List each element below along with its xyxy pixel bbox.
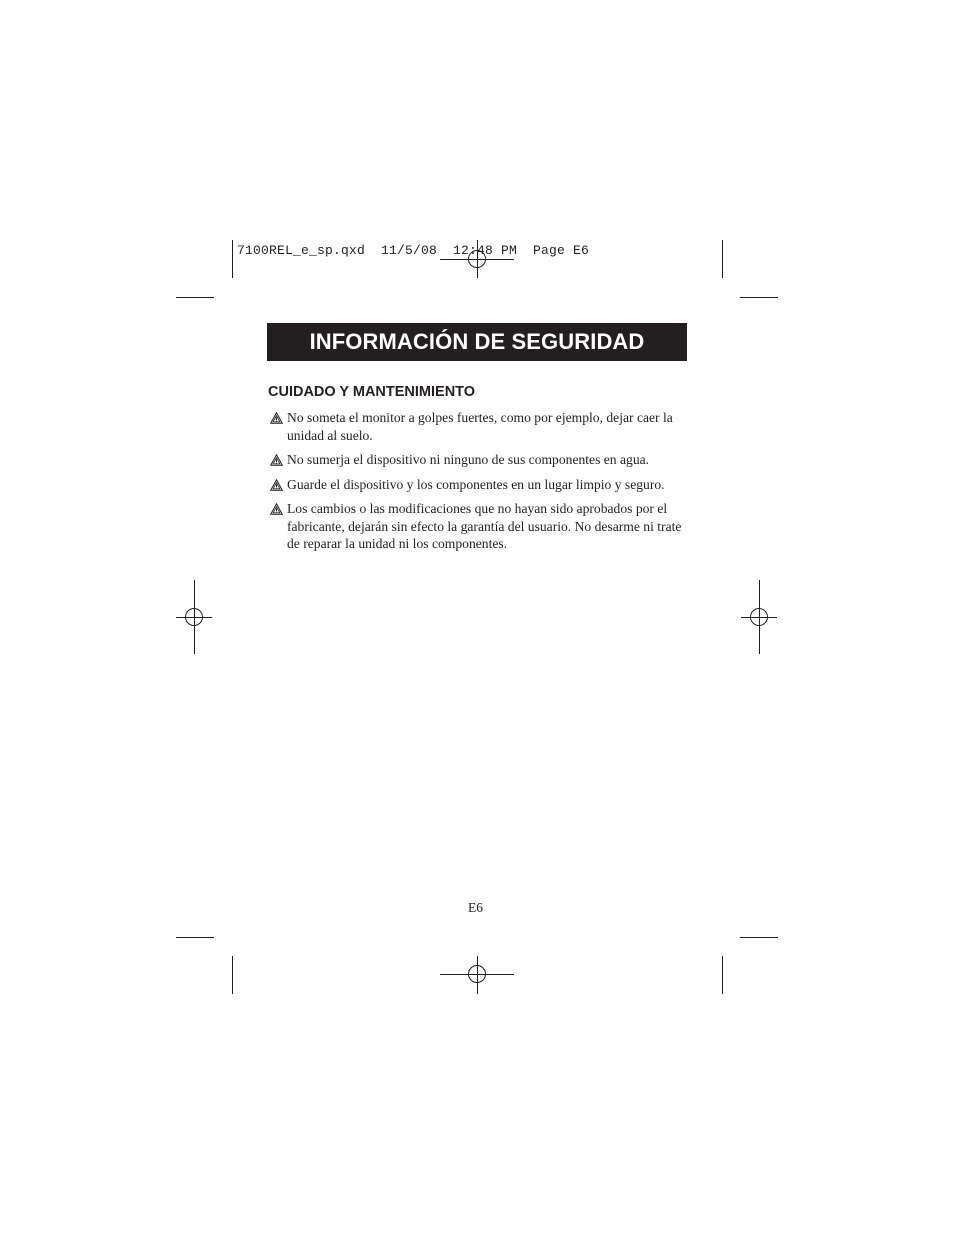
list-item-text: Guarde el dispositivo y los componentes en un lugar limpio y seguro. — [287, 476, 665, 492]
list-item-text: Los cambios o las modificaciones que no hayan sido aprobados por el fabricante, dejarán sin efecto la garantía del usuario. No desarme ni trate de reparar la unidad ni los componentes. — [287, 501, 682, 551]
crop-mark-bottom-right-vertical — [722, 956, 723, 994]
section-heading: CUIDADO Y MANTENIMIENTO — [268, 384, 476, 400]
warning-triangle-icon — [270, 479, 283, 491]
page-title: INFORMACIÓN DE SEGURIDAD — [309, 329, 645, 354]
list-item — [270, 476, 690, 494]
list-item — [270, 500, 690, 553]
crop-mark-top-right-vertical — [722, 240, 723, 278]
registration-circle-right — [750, 608, 768, 626]
registration-circle-top — [468, 250, 486, 268]
registration-circle-left — [185, 608, 203, 626]
list-item-text: No sumerja el dispositivo ni ninguno de sus componentes en agua. — [287, 452, 650, 467]
registration-circle-bottom — [468, 965, 486, 983]
warning-triangle-icon — [270, 412, 283, 424]
crop-mark-top-left-vertical — [232, 240, 233, 278]
warning-triangle-icon — [270, 503, 283, 515]
section-title-bar — [267, 323, 687, 361]
crop-mark-bottom-right-horizontal — [740, 937, 778, 938]
crop-mark-bottom-left-horizontal — [176, 937, 214, 938]
crop-mark-top-right-horizontal — [740, 297, 778, 298]
list-item — [270, 409, 690, 444]
printer-slug-line: 7100REL_e_sp.qxd 11/5/08 12:48 PM Page E6 — [237, 243, 590, 258]
crop-mark-bottom-left-vertical — [232, 956, 233, 994]
warning-triangle-icon — [270, 454, 283, 466]
safety-list — [270, 409, 690, 560]
list-item — [270, 451, 690, 469]
list-item-text: No someta el monitor a golpes fuertes, como por ejemplo, dejar caer la unidad al suelo. — [287, 410, 673, 443]
page-number: E6 — [468, 900, 484, 915]
crop-mark-top-left-horizontal — [176, 297, 214, 298]
